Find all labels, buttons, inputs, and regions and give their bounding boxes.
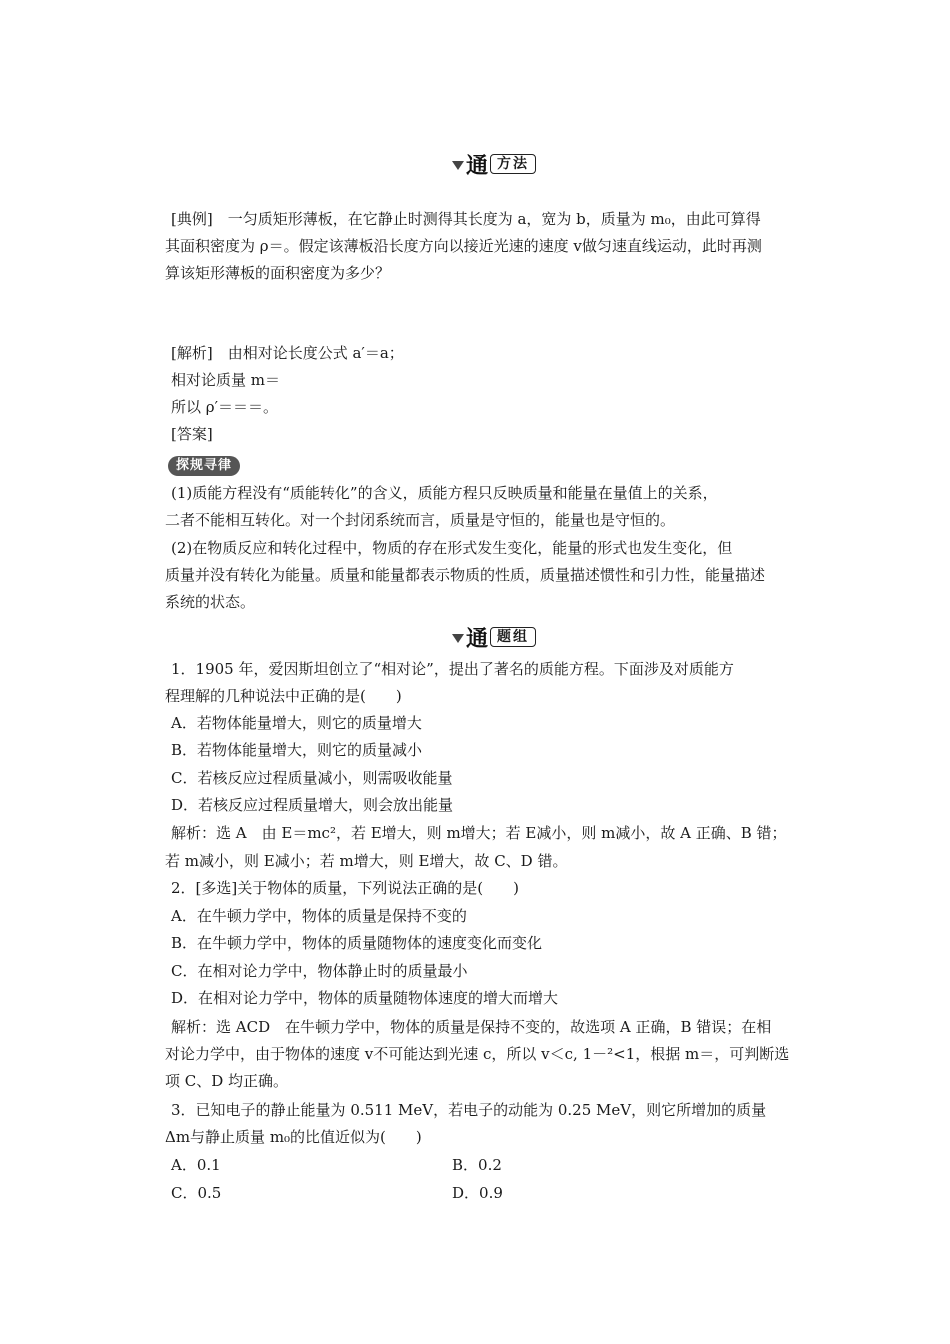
down-triangle-icon (452, 161, 464, 170)
question-3-stem: Δm与静止质量 m₀的比值近似为( ) (165, 1128, 422, 1146)
question-2-solution: 项 C、D 均正确。 (165, 1072, 289, 1090)
question-3-option-a: A．0.1 (171, 1156, 221, 1174)
example-line: 其面积密度为 ρ＝。假定该薄板沿长度方向以接近光速的速度 v做匀速直线运动，此时再测 (165, 237, 762, 255)
rule-tag-badge: 探规寻律 (168, 456, 240, 476)
question-2-option: B．在牛顿力学中，物体的质量随物体的速度变化而变化 (171, 934, 543, 952)
question-3-stem: 3．已知电子的静止能量为 0.511 MeV，若电子的动能为 0.25 MeV，则它所增加的质量 (171, 1101, 767, 1119)
rule-line: 二者不能相互转化。对一个封闭系统而言，质量是守恒的，能量也是守恒的。 (165, 511, 676, 529)
question-3-option-d: D．0.9 (452, 1184, 503, 1202)
question-1-stem: 1．1905 年，爱因斯坦创立了“相对论”，提出了著名的质能方程。下面涉及对质能方 (171, 660, 734, 678)
rule-line: 系统的状态。 (165, 593, 256, 611)
question-2-stem: 2．[多选]关于物体的质量，下列说法正确的是( ) (171, 879, 519, 897)
question-1-option: C．若核反应过程质量减小，则需吸收能量 (171, 769, 453, 787)
question-2-option: C．在相对论力学中，物体静止时的质量最小 (171, 962, 468, 980)
question-2-option: D．在相对论力学中，物体的质量随物体速度的增大而增大 (171, 989, 559, 1007)
analysis-line: 所以 ρ′＝＝＝。 (171, 398, 278, 416)
section-prefix: 通 (466, 153, 489, 179)
section-heading-method (452, 152, 536, 179)
example-line: [典例] 一匀质矩形薄板，在它静止时测得其长度为 a，宽为 b，质量为 m₀，由此可算得 (171, 210, 761, 228)
question-3-option-c: C．0.5 (171, 1184, 222, 1202)
question-1-solution: 若 m减小，则 E减小；若 m增大，则 E增大，故 C、D 错。 (165, 852, 568, 870)
section-heading-exercises (452, 625, 536, 652)
question-1-option: A．若物体能量增大，则它的质量增大 (171, 714, 422, 732)
section-prefix: 通 (466, 626, 489, 652)
example-line: 算该矩形薄板的面积密度为多少？ (165, 264, 391, 282)
analysis-line: [解析] 由相对论长度公式 a′＝a； (171, 344, 404, 362)
question-1-solution: 解析：选 A 由 E＝mc²，若 E增大，则 m增大；若 E减小，则 m减小，故 A 正确、B 错； (171, 824, 787, 842)
section-title-box: 方法 (490, 154, 536, 174)
answer-label: [答案] (171, 425, 213, 443)
question-1-option: B．若物体能量增大，则它的质量减小 (171, 741, 423, 759)
section-title-box: 题组 (490, 627, 536, 647)
rule-line: (2)在物质反应和转化过程中，物质的存在形式发生变化，能量的形式也发生变化，但 (171, 539, 733, 557)
question-3-option-b: B．0.2 (452, 1156, 502, 1174)
question-1-stem: 程理解的几种说法中正确的是( ) (165, 687, 402, 705)
rule-line: (1)质能方程没有“质能转化”的含义，质能方程只反映质量和能量在量值上的关系， (171, 484, 718, 502)
question-2-solution: 解析：选 ACD 在牛顿力学中，物体的质量是保持不变的，故选项 A 正确，B 错误；在相 (171, 1018, 772, 1036)
question-2-solution: 对论力学中，由于物体的速度 v不可能达到光速 c，所以 v＜c, 1－²<1，根据 m＝，可判断选 (165, 1045, 790, 1063)
down-triangle-icon (452, 634, 464, 643)
question-1-option: D．若核反应过程质量增大，则会放出能量 (171, 796, 454, 814)
question-2-option: A．在牛顿力学中，物体的质量是保持不变的 (171, 907, 467, 925)
analysis-line: 相对论质量 m＝ (171, 371, 280, 389)
rule-line: 质量并没有转化为能量。质量和能量都表示物质的性质，质量描述惯性和引力性，能量描述 (165, 566, 766, 584)
